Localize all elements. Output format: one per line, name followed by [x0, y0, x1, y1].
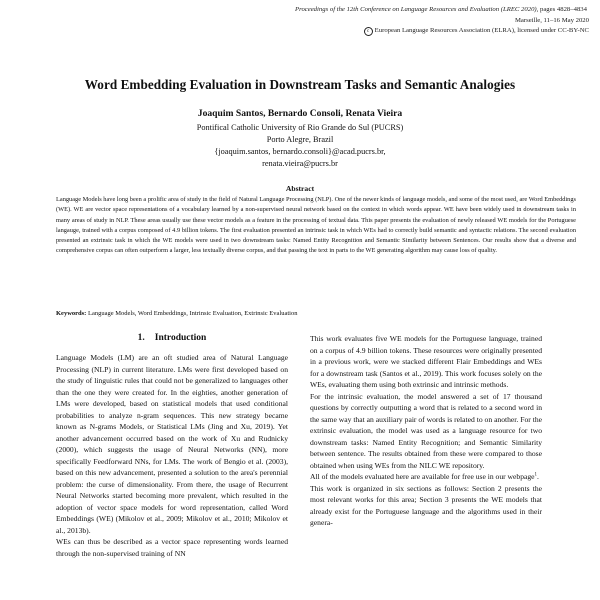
- proceedings-line: [295, 5, 595, 16]
- abstract-heading: Abstract: [285, 184, 315, 193]
- keywords-label: Keywords:: [56, 310, 87, 317]
- footnote-marker: 1: [534, 472, 538, 478]
- intro-paragraph-1: Language Models (LM) are an oft studied area of Natural Language Processing (NLP) in current literature. LMs were first developed based on the study of linguistic rules that could not be generalized to languages other than the one they were created for. In the eighties, another generation of LMs were developed, based on statistical models that used conditional probabilities to analyze n-gram sequences. This new strategy became known as N-grams Models, or Statistical LMs (Jing and Xu, 2019). Yet another advancement occurred based on the work of Xu and Rudnicky (2000), which suggests the usage of Neural Networks (NN), more specifically Feedforward NNs, for LMs. The work of Bengio et al. (2003), based on this new advancement, presented a solution to the area's perennial problem: the curse of dimensionality. From there, the usage of Recurrent Neural Networks started becoming more prevalent, which resulted in the adoption of vector space models for word representation, called Word Embeddings (WE) (Mikolov et al., 2009; Mikolov et al., 2010; Mikolov et al., 2013b).: [56, 353, 288, 535]
- intro-paragraph-6: This work is organized in six sections as follows: Section 2 presents the most relevant works for this area; Section 3 presents the WE models that already exist for the Portuguese language and the algorithms used in their genera-: [310, 483, 542, 527]
- proceedings-header: [295, 5, 595, 37]
- proceedings-name: Proceedings of the 12th Conference on Language Resources and Evaluation (LREC 2020): [295, 6, 537, 13]
- copyright-icon: c: [364, 27, 373, 36]
- paper-title: Word Embedding Evaluation in Downstream Tasks and Semantic Analogies: [84, 77, 516, 92]
- affiliation-university: Pontifical Catholic University of Rio Grande do Sul (PUCRS): [196, 123, 404, 132]
- author-affiliation: [0, 122, 600, 170]
- left-column: [56, 352, 288, 559]
- affiliation-city: Porto Alegre, Brazil: [266, 135, 334, 144]
- section-heading: [56, 333, 288, 343]
- intro-paragraph-4: For the intrinsic evaluation, the model answered a set of 17 thousand questions by correctly outputting a word that is related to a second word in the same way that an auxiliary pair of words is related to on another. For the extrinsic evaluation, the model was used as a language resource for two downstream tasks: Named Entity Recognition; and Semantic Similarity between sentence. The results obtained from these were compared to those obtained when using WEs from the NILC WE repository.: [310, 391, 542, 470]
- section-number: 1.: [137, 333, 145, 343]
- intro-paragraph-3: This work evaluates five WE models for the Portuguese language, trained on a corpus of 4.9 billion tokens. These resources were originally presented in a previous work, were we stacked different Flair Embeddings and WEs for a downstream task (Santos et al., 2019). This work focuses solely on the WEs, evaluating them using both extrinsic and intrinsic methods.: [310, 334, 542, 389]
- affiliation-email-1: {joaquim.santos, bernardo.consoli}@acad.pucrs.br,: [214, 147, 386, 156]
- proceedings-location: Marseille, 11–16 May 2020: [514, 16, 589, 24]
- section-title: Introduction: [154, 333, 207, 343]
- proceedings-pages: , pages 4828–4834: [536, 6, 587, 13]
- intro-paragraph-5: [310, 471, 542, 483]
- affiliation-email-2: renata.vieira@pucrs.br: [262, 159, 338, 168]
- keywords-text: Language Models, Word Embeddings, Intrinsic Evaluation, Extrinsic Evaluation: [87, 310, 298, 317]
- abstract-text: Language Models have long been a prolific area of study in the field of Natural Language Processing (NLP). One of the newer kinds of language models, and some of the most used, are Word Embeddings (WE). WE are vector space representations of a vocabulary learned by a non-supervised neural network based on the context in which words appear. WE have been widely used in downstream tasks in many areas of study in NLP. These areas usually use these vector models as a feature in the processing of textual data. This paper presents the evaluation of newly released WE models for the Portuguese langauge, trained with a corpus composed of 4.9 billion tokens. The first evaluation presented an intrinsic task in which WEs had to correctly build semantic and syntactic relations. The second evaluation presented an extrinsic task in which the WE models were used in two downstream tasks: Named Entity Recognition and Semantic Similarity between Sentences. Our results show that a diverse and comprehensive corpus can often outperform a larger, less textually diverse corpus, and that passing the text in parts to the WE generating algorithm may cause loss of quality.: [56, 196, 576, 255]
- right-column: [310, 333, 542, 529]
- intro-paragraph-2: WEs can thus be described as a vector space representing words learned through the non-supervised training of NN: [56, 537, 288, 558]
- webpage-text: All of the models evaluated here are available for free use in our webpage: [310, 472, 535, 481]
- paper-authors: Joaquim Santos, Bernardo Consoli, Renata Vieira: [197, 108, 403, 119]
- copyright-text: European Language Resources Association (ELRA), licensed under CC-BY-NC: [374, 27, 589, 34]
- keywords-line: [56, 309, 576, 319]
- copyright-line: [295, 26, 595, 37]
- webpage-text-end: .: [537, 472, 539, 481]
